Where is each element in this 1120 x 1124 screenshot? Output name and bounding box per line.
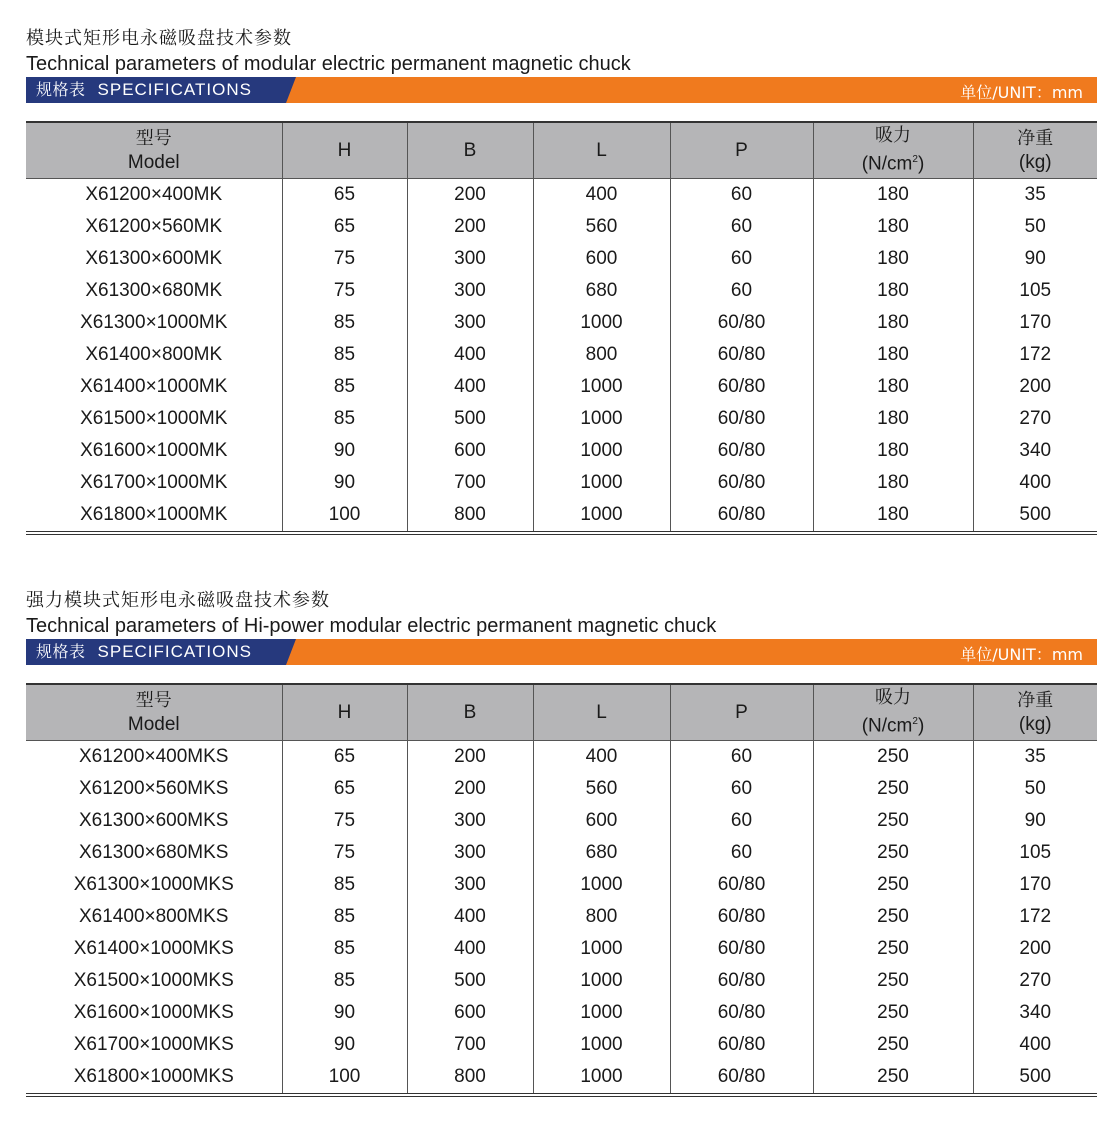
cell-model: X61300×680MK [26, 275, 282, 307]
cell-force: 250 [813, 1061, 973, 1095]
cell-b: 300 [407, 243, 533, 275]
table-row [26, 179, 1097, 212]
cell-p: 60 [670, 275, 813, 307]
header-l: L [533, 684, 670, 741]
cell-p: 60/80 [670, 403, 813, 435]
cell-force: 180 [813, 211, 973, 243]
spec-banner [26, 639, 1097, 665]
cell-l: 560 [533, 773, 670, 805]
cell-model: X61500×1000MKS [26, 965, 282, 997]
unit-label: 单位/UNIT：mm [960, 83, 1083, 102]
table-row [26, 805, 1097, 837]
cell-p: 60 [670, 741, 813, 774]
cell-force: 180 [813, 403, 973, 435]
cell-weight: 400 [973, 1029, 1097, 1061]
cell-weight: 170 [973, 307, 1097, 339]
cell-weight: 35 [973, 179, 1097, 212]
table-row [26, 965, 1097, 997]
table-header-row [26, 122, 1097, 179]
cell-b: 300 [407, 805, 533, 837]
spec-table [26, 683, 1097, 1097]
cell-force: 250 [813, 837, 973, 869]
cell-l: 800 [533, 901, 670, 933]
cell-l: 1000 [533, 467, 670, 499]
cell-l: 1000 [533, 1061, 670, 1095]
section-title-cn: 模块式矩形电永磁吸盘技术参数 [26, 28, 292, 49]
cell-weight: 172 [973, 339, 1097, 371]
section-title-en: Technical parameters of Hi-power modular electric permanent magnetic chuck [26, 615, 717, 637]
cell-l: 1000 [533, 403, 670, 435]
unit-label: 单位/UNIT：mm [960, 645, 1083, 664]
cell-weight: 270 [973, 965, 1097, 997]
table-row [26, 901, 1097, 933]
header-p: P [670, 684, 813, 741]
cell-weight: 170 [973, 869, 1097, 901]
cell-l: 400 [533, 741, 670, 774]
cell-model: X61400×1000MKS [26, 933, 282, 965]
table-row [26, 1029, 1097, 1061]
cell-model: X61300×1000MKS [26, 869, 282, 901]
spec-table [26, 121, 1097, 535]
cell-b: 800 [407, 499, 533, 533]
table-row [26, 371, 1097, 403]
table-row [26, 403, 1097, 435]
table-body [26, 179, 1097, 534]
cell-b: 300 [407, 307, 533, 339]
cell-weight: 50 [973, 773, 1097, 805]
cell-force: 180 [813, 467, 973, 499]
table-row [26, 499, 1097, 533]
cell-model: X61400×1000MK [26, 371, 282, 403]
cell-h: 65 [282, 179, 407, 212]
table-row [26, 773, 1097, 805]
cell-l: 600 [533, 243, 670, 275]
table-row [26, 869, 1097, 901]
spec-section-standard [26, 28, 1097, 535]
table-row [26, 243, 1097, 275]
cell-h: 90 [282, 1029, 407, 1061]
cell-model: X61800×1000MKS [26, 1061, 282, 1095]
cell-b: 400 [407, 371, 533, 403]
cell-h: 85 [282, 933, 407, 965]
cell-weight: 500 [973, 499, 1097, 533]
cell-model: X61400×800MKS [26, 901, 282, 933]
table-row [26, 467, 1097, 499]
cell-model: X61300×600MK [26, 243, 282, 275]
cell-b: 700 [407, 1029, 533, 1061]
spec-label-en: SPECIFICATIONS [97, 80, 252, 99]
header-model: 型号 Model [26, 684, 282, 741]
cell-weight: 50 [973, 211, 1097, 243]
section-title-en: Technical parameters of modular electric permanent magnetic chuck [26, 53, 631, 75]
cell-weight: 200 [973, 371, 1097, 403]
cell-h: 85 [282, 869, 407, 901]
cell-l: 560 [533, 211, 670, 243]
cell-model: X61800×1000MK [26, 499, 282, 533]
cell-force: 250 [813, 965, 973, 997]
cell-h: 75 [282, 805, 407, 837]
header-b: B [407, 122, 533, 179]
cell-p: 60 [670, 805, 813, 837]
table-row [26, 837, 1097, 869]
cell-force: 180 [813, 179, 973, 212]
cell-h: 65 [282, 741, 407, 774]
cell-l: 600 [533, 805, 670, 837]
cell-model: X61600×1000MKS [26, 997, 282, 1029]
cell-l: 1000 [533, 933, 670, 965]
cell-p: 60/80 [670, 933, 813, 965]
cell-weight: 105 [973, 837, 1097, 869]
cell-h: 85 [282, 371, 407, 403]
cell-weight: 400 [973, 467, 1097, 499]
cell-p: 60/80 [670, 307, 813, 339]
cell-b: 300 [407, 837, 533, 869]
cell-p: 60/80 [670, 339, 813, 371]
cell-l: 1000 [533, 869, 670, 901]
cell-weight: 340 [973, 997, 1097, 1029]
cell-force: 250 [813, 773, 973, 805]
cell-model: X61400×800MK [26, 339, 282, 371]
cell-weight: 35 [973, 741, 1097, 774]
cell-h: 75 [282, 275, 407, 307]
table-row [26, 339, 1097, 371]
cell-force: 250 [813, 741, 973, 774]
header-b: B [407, 684, 533, 741]
cell-b: 400 [407, 933, 533, 965]
cell-p: 60 [670, 211, 813, 243]
cell-p: 60/80 [670, 499, 813, 533]
cell-p: 60/80 [670, 467, 813, 499]
cell-b: 300 [407, 869, 533, 901]
cell-l: 680 [533, 275, 670, 307]
cell-l: 400 [533, 179, 670, 212]
cell-p: 60/80 [670, 997, 813, 1029]
table-row [26, 933, 1097, 965]
header-force: 吸力 $(N/cm^2)$ [813, 122, 973, 179]
cell-model: X61300×600MKS [26, 805, 282, 837]
cell-p: 60/80 [670, 371, 813, 403]
header-force: 吸力 $(N/cm^2)$ [813, 684, 973, 741]
cell-force: 250 [813, 869, 973, 901]
cell-h: 85 [282, 901, 407, 933]
section-title-cn: 强力模块式矩形电永磁吸盘技术参数 [26, 590, 330, 611]
cell-model: X61200×400MK [26, 179, 282, 212]
cell-l: 800 [533, 339, 670, 371]
table-body [26, 741, 1097, 1096]
cell-force: 250 [813, 805, 973, 837]
cell-p: 60 [670, 243, 813, 275]
cell-b: 200 [407, 773, 533, 805]
cell-weight: 172 [973, 901, 1097, 933]
header-weight: 净重 (kg) [973, 122, 1097, 179]
cell-weight: 270 [973, 403, 1097, 435]
header-p: P [670, 122, 813, 179]
cell-force: 180 [813, 275, 973, 307]
spec-label [36, 77, 252, 103]
cell-b: 200 [407, 741, 533, 774]
cell-p: 60/80 [670, 1029, 813, 1061]
spec-label-en: SPECIFICATIONS [97, 642, 252, 661]
cell-model: X61200×560MK [26, 211, 282, 243]
cell-model: X61300×680MKS [26, 837, 282, 869]
cell-b: 500 [407, 403, 533, 435]
table-header-row [26, 684, 1097, 741]
cell-h: 85 [282, 403, 407, 435]
cell-p: 60 [670, 773, 813, 805]
cell-b: 300 [407, 275, 533, 307]
table-row [26, 741, 1097, 774]
cell-force: 180 [813, 307, 973, 339]
cell-weight: 90 [973, 243, 1097, 275]
table-row [26, 997, 1097, 1029]
cell-h: 85 [282, 307, 407, 339]
cell-l: 1000 [533, 997, 670, 1029]
cell-b: 600 [407, 435, 533, 467]
cell-b: 200 [407, 179, 533, 212]
cell-weight: 340 [973, 435, 1097, 467]
cell-weight: 500 [973, 1061, 1097, 1095]
cell-weight: 105 [973, 275, 1097, 307]
cell-h: 85 [282, 965, 407, 997]
spec-section-hi-power [26, 590, 1097, 1097]
spec-label [36, 639, 252, 665]
cell-l: 1000 [533, 307, 670, 339]
cell-l: 1000 [533, 965, 670, 997]
cell-h: 100 [282, 1061, 407, 1095]
table-row [26, 211, 1097, 243]
cell-b: 600 [407, 997, 533, 1029]
cell-b: 500 [407, 965, 533, 997]
cell-h: 85 [282, 339, 407, 371]
cell-h: 75 [282, 837, 407, 869]
cell-p: 60/80 [670, 1061, 813, 1095]
cell-b: 400 [407, 339, 533, 371]
cell-model: X61500×1000MK [26, 403, 282, 435]
cell-force: 180 [813, 499, 973, 533]
cell-l: 1000 [533, 371, 670, 403]
cell-model: X61700×1000MK [26, 467, 282, 499]
table-row [26, 435, 1097, 467]
cell-h: 90 [282, 435, 407, 467]
cell-b: 800 [407, 1061, 533, 1095]
spec-banner [26, 77, 1097, 103]
cell-b: 400 [407, 901, 533, 933]
cell-model: X61300×1000MK [26, 307, 282, 339]
table-row [26, 275, 1097, 307]
cell-model: X61200×400MKS [26, 741, 282, 774]
cell-l: 680 [533, 837, 670, 869]
table-row [26, 307, 1097, 339]
cell-p: 60/80 [670, 965, 813, 997]
cell-weight: 90 [973, 805, 1097, 837]
header-h: H [282, 122, 407, 179]
cell-force: 180 [813, 243, 973, 275]
cell-h: 100 [282, 499, 407, 533]
cell-l: 1000 [533, 1029, 670, 1061]
cell-p: 60/80 [670, 435, 813, 467]
cell-model: X61600×1000MK [26, 435, 282, 467]
cell-force: 250 [813, 997, 973, 1029]
cell-h: 65 [282, 211, 407, 243]
cell-p: 60 [670, 837, 813, 869]
cell-weight: 200 [973, 933, 1097, 965]
cell-p: 60/80 [670, 901, 813, 933]
cell-h: 75 [282, 243, 407, 275]
header-weight: 净重 (kg) [973, 684, 1097, 741]
cell-h: 90 [282, 997, 407, 1029]
cell-l: 1000 [533, 499, 670, 533]
header-h: H [282, 684, 407, 741]
cell-h: 65 [282, 773, 407, 805]
cell-p: 60 [670, 179, 813, 212]
header-l: L [533, 122, 670, 179]
table-row [26, 1061, 1097, 1095]
cell-force: 180 [813, 371, 973, 403]
spec-label-cn: 规格表 [36, 642, 86, 661]
cell-force: 180 [813, 435, 973, 467]
cell-h: 90 [282, 467, 407, 499]
spec-label-cn: 规格表 [36, 80, 86, 99]
cell-model: X61200×560MKS [26, 773, 282, 805]
cell-p: 60/80 [670, 869, 813, 901]
cell-force: 250 [813, 901, 973, 933]
cell-force: 180 [813, 339, 973, 371]
cell-force: 250 [813, 1029, 973, 1061]
cell-model: X61700×1000MKS [26, 1029, 282, 1061]
cell-b: 700 [407, 467, 533, 499]
cell-l: 1000 [533, 435, 670, 467]
header-model: 型号 Model [26, 122, 282, 179]
cell-b: 200 [407, 211, 533, 243]
cell-force: 250 [813, 933, 973, 965]
